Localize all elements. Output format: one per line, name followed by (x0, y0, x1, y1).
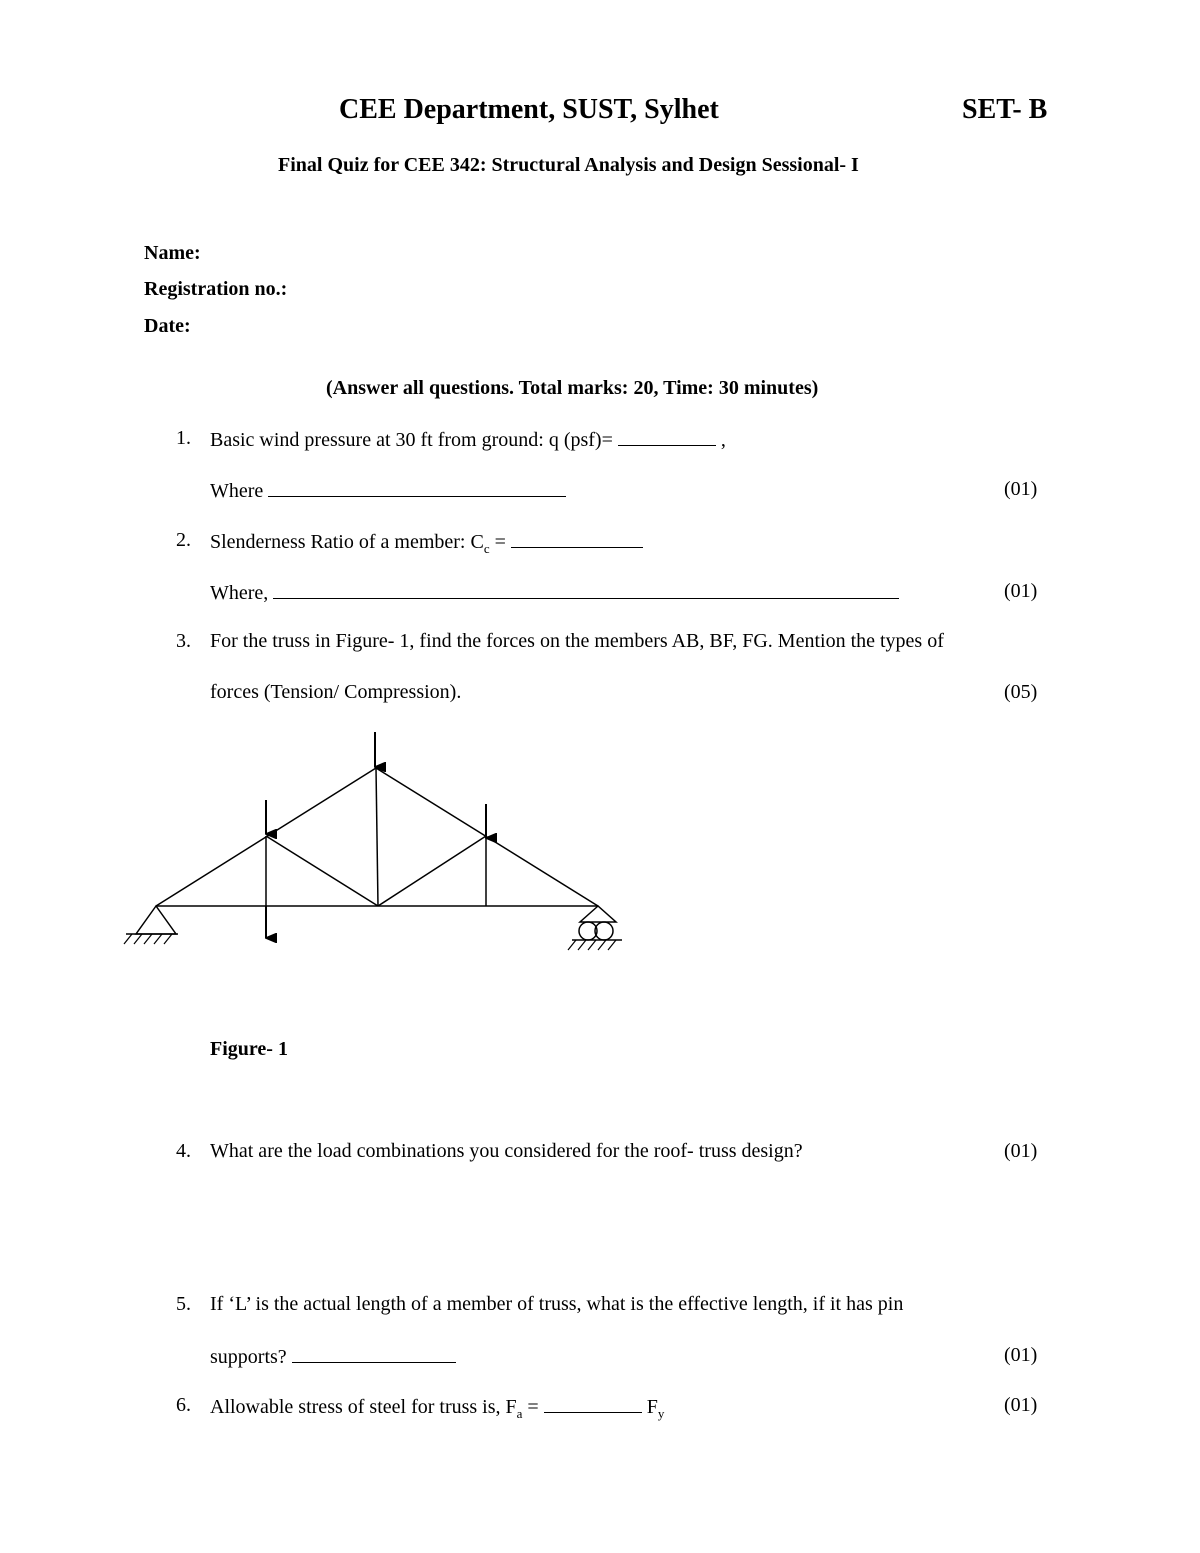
question-text: Where (210, 480, 264, 502)
question-text: What are the load combinations you considered for the roof- truss design? (210, 1140, 803, 1162)
question-6-line-1 (210, 1394, 664, 1422)
diagonal-member-left (266, 836, 378, 906)
question-text: Where, (210, 582, 269, 604)
question-marks: (01) (1004, 580, 1038, 602)
subscript: c (483, 541, 490, 556)
vertical-member-center (376, 768, 378, 906)
question-5-line-2 (210, 1344, 456, 1369)
question-number: 1. (176, 427, 191, 449)
question-text: Basic wind pressure at 30 ft from ground: q (psf)= (210, 429, 613, 451)
instructions: (Answer all questions. Total marks: 20, Time: 30 minutes) (326, 377, 819, 399)
subscript: y (657, 1406, 665, 1421)
ground-hatch (578, 940, 586, 950)
question-number: 6. (176, 1394, 191, 1416)
roller-support-icon (580, 906, 616, 922)
answer-blank[interactable] (292, 1344, 456, 1363)
name-label: Name: (144, 242, 201, 264)
ground-hatch (164, 934, 172, 944)
registration-label: Registration no.: (144, 278, 288, 300)
question-number: 3. (176, 630, 191, 652)
figure-label: Figure- 1 (210, 1038, 288, 1060)
ground-hatch (144, 934, 152, 944)
question-number: 5. (176, 1293, 191, 1315)
ground-hatch (134, 934, 142, 944)
question-text: supports? (210, 1346, 287, 1368)
question-text: forces (Tension/ Compression). (210, 681, 462, 703)
question-text: For the truss in Figure- 1, find the forces on the members AB, BF, FG. Mention the types of (210, 630, 944, 652)
set-label: SET- B (962, 94, 1048, 125)
question-text: = (494, 531, 506, 553)
question-text: If ‘L’ is the actual length of a member of truss, what is the effective length, if it has pin (210, 1293, 904, 1315)
quiz-subtitle: Final Quiz for CEE 342: Structural Analysis and Design Sessional- I (278, 154, 859, 176)
department-title: CEE Department, SUST, Sylhet (339, 94, 719, 125)
ground-hatch (598, 940, 606, 950)
ground-hatch (588, 940, 596, 950)
question-marks: (01) (1004, 1344, 1038, 1366)
question-number: 4. (176, 1140, 191, 1162)
answer-blank[interactable] (544, 1394, 642, 1413)
question-marks: (01) (1004, 1140, 1038, 1162)
question-text: Allowable stress of steel for truss is, F (210, 1396, 517, 1418)
question-text: Slenderness Ratio of a member: C (210, 531, 484, 553)
ground-hatch (568, 940, 576, 950)
diagonal-member-right (378, 836, 486, 906)
pin-support-icon (136, 906, 176, 934)
date-label: Date: (144, 315, 191, 337)
ground-hatch (608, 940, 616, 950)
ground-hatch (154, 934, 162, 944)
question-text: , (720, 429, 726, 451)
question-marks: (01) (1004, 478, 1038, 500)
question-text: F (646, 1396, 658, 1418)
subscript: a (516, 1406, 523, 1421)
question-text: = (527, 1396, 539, 1418)
question-number: 2. (176, 529, 191, 551)
ground-hatch (124, 934, 132, 944)
question-marks: (05) (1004, 681, 1038, 703)
question-marks: (01) (1004, 1394, 1038, 1416)
